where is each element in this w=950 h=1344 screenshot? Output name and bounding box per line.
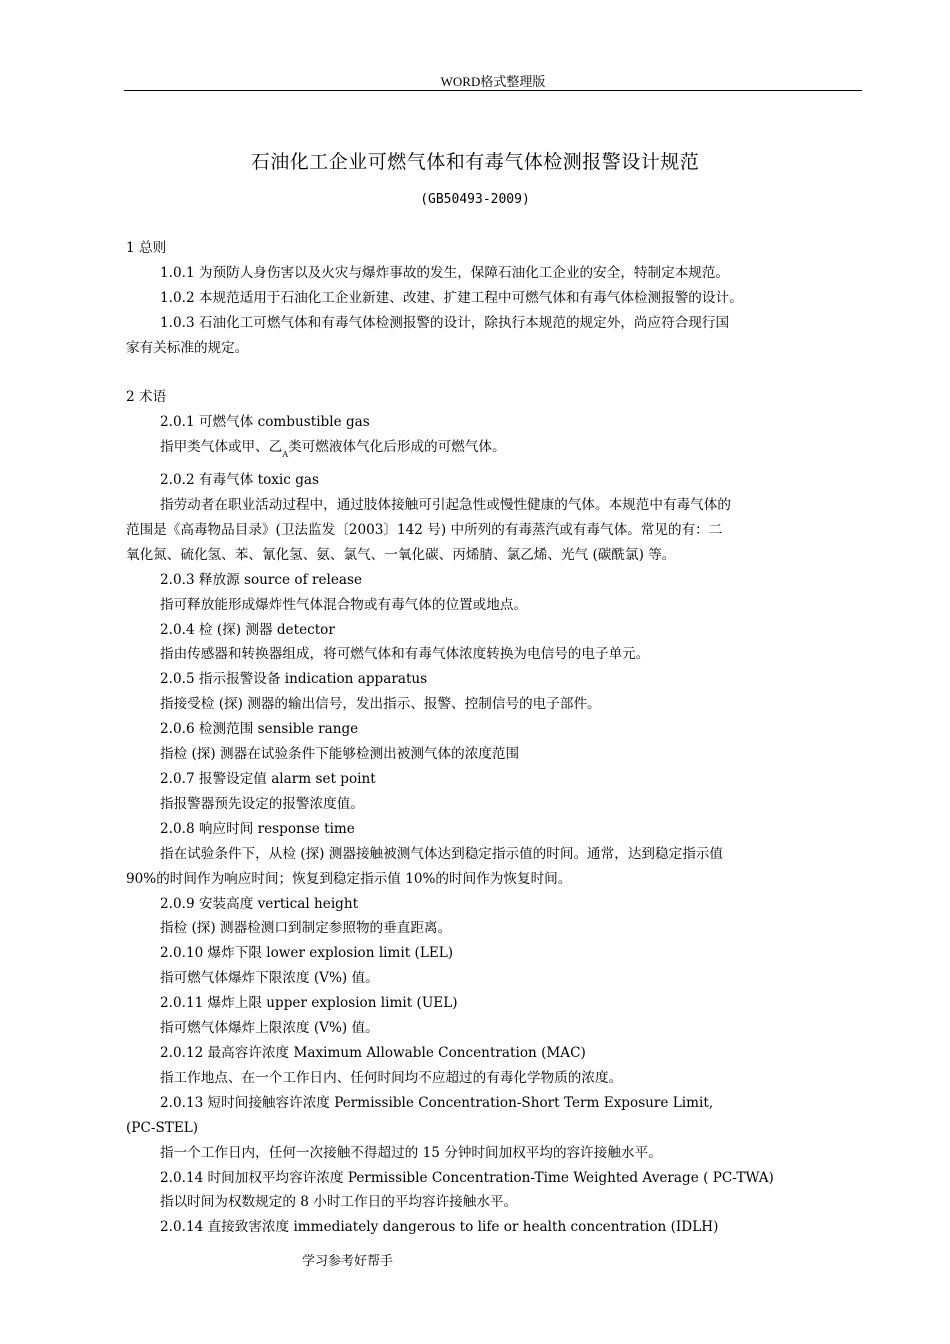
clause-1-0-2: 1.0.2 本规范适用于石油化工企业新建、改建、扩建工程中可燃气体和有毒气体检测报警的设计。 [160,289,743,306]
term-2-0-1: 2.0.1 可燃气体 combustible gas [160,414,370,431]
term-2-0-4: 2.0.4 检 (探) 测器 detector [160,621,335,638]
document-body [126,236,862,1240]
clause-1-0-3-cont: 家有关标准的规定。 [126,339,249,356]
term-2-0-10: 2.0.10 爆炸下限 lower explosion limit (LEL) [160,945,454,962]
definition-2-0-4: 指由传感器和转换器组成，将可燃气体和有毒气体浓度转换为电信号的电子单元。 [160,646,650,663]
clause-1-0-1: 1.0.1 为预防人身伤害以及火灾与爆炸事故的发生，保障石油化工企业的安全，特制定本规范。 [160,264,730,281]
page-header [124,70,862,91]
term-2-0-14: 2.0.14 时间加权平均容许浓度 Permissible Concentration-Time Weighted Average ( PC-TWA) [160,1169,774,1186]
header-text: WORD格式整理版 [440,74,546,89]
definition-2-0-2: 指劳动者在职业活动过程中，通过肢体接触可引起急性或慢性健康的气体。本规范中有毒气体的 [160,497,731,514]
term-2-0-2: 2.0.2 有毒气体 toxic gas [160,472,319,489]
definition-2-0-7: 指报警器预先设定的报警浓度值。 [160,795,364,812]
definition-2-0-12: 指工作地点、在一个工作日内、任何时间均不应超过的有毒化学物质的浓度。 [160,1069,623,1086]
definition-2-0-10: 指可燃气体爆炸下限浓度 (V%) 值。 [160,970,379,987]
definition-2-0-8: 指在试验条件下，从检 (探) 测器接触被测气体达到稳定指示值的时间。通常，达到稳定指示值 [160,845,723,862]
term-2-0-13: 2.0.13 短时间接触容许浓度 Permissible Concentration-Short Term Exposure Limit, [160,1094,714,1111]
definition-2-0-5: 指接受检 (探) 测器的输出信号，发出指示、报警、控制信号的电子部件。 [160,696,601,713]
definition-2-0-9: 指检 (探) 测器检测口到制定参照物的垂直距离。 [160,920,452,937]
term-2-0-13-cont: (PC-STEL) [126,1119,199,1136]
term-2-0-8: 2.0.8 响应时间 response time [160,820,355,837]
document-subtitle: (GB50493-2009) [420,192,530,207]
definition-2-0-3: 指可释放能形成爆炸性气体混合物或有毒气体的位置或地点。 [160,596,528,613]
term-2-0-12: 2.0.12 最高容许浓度 Maximum Allowable Concentration (MAC) [160,1044,586,1061]
definition-2-0-2-cont2: 氧化氮、硫化氢、苯、氰化氢、氨、氯气、一氧化碳、丙烯腈、氯乙烯、光气 (碳酰氯) 等。 [126,546,676,563]
clause-1-0-3: 1.0.3 石油化工可燃气体和有毒气体检测报警的设计，除执行本规范的规定外，尚应符合现行国 [160,314,730,331]
section-heading-terms: 2 术语 [126,389,167,406]
definition-2-0-8-cont: 90%的时间作为响应时间；恢复到稳定指示值 10%的时间作为恢复时间。 [126,870,572,887]
spacer [126,361,862,386]
definition-2-0-1-part2: 类可燃液体气化后形成的可燃气体。 [288,439,506,456]
subscript-a: A [282,450,289,460]
term-2-0-14-idlh: 2.0.14 直接致害浓度 immediately dangerous to life or health concentration (IDLH) [160,1219,719,1236]
term-2-0-5: 2.0.5 指示报警设备 indication apparatus [160,671,428,688]
term-2-0-7: 2.0.7 报警设定值 alarm set point [160,771,376,788]
term-2-0-9: 2.0.9 安装高度 vertical height [160,895,359,912]
page-footer: 学习参考好帮手 [302,1254,394,1269]
definition-2-0-13: 指一个工作日内，任何一次接触不得超过的 15 分钟时间加权平均的容许接触水平。 [160,1144,662,1161]
document-title: 石油化工企业可燃气体和有毒气体检测报警设计规范 [250,151,700,173]
definition-2-0-1 [126,435,862,468]
definition-2-0-1-part1: 指甲类气体或甲、乙 [160,439,283,456]
section-heading-general: 1 总则 [126,240,167,256]
definition-2-0-2-cont1: 范围是《高毒物品目录》(卫法监发〔2003〕142 号) 中所列的有毒蒸汽或有毒气体。常见的有：二 [126,521,723,538]
definition-2-0-14: 指以时间为权数规定的 8 小时工作日的平均容许接触水平。 [160,1194,518,1211]
definition-2-0-6: 指检 (探) 测器在试验条件下能够检测出被测气体的浓度范围 [160,746,520,763]
term-2-0-6: 2.0.6 检测范围 sensible range [160,721,359,738]
definition-2-0-11: 指可燃气体爆炸上限浓度 (V%) 值。 [160,1020,379,1037]
term-2-0-11: 2.0.11 爆炸上限 upper explosion limit (UEL) [160,995,458,1012]
term-2-0-3: 2.0.3 释放源 source of release [160,571,363,588]
